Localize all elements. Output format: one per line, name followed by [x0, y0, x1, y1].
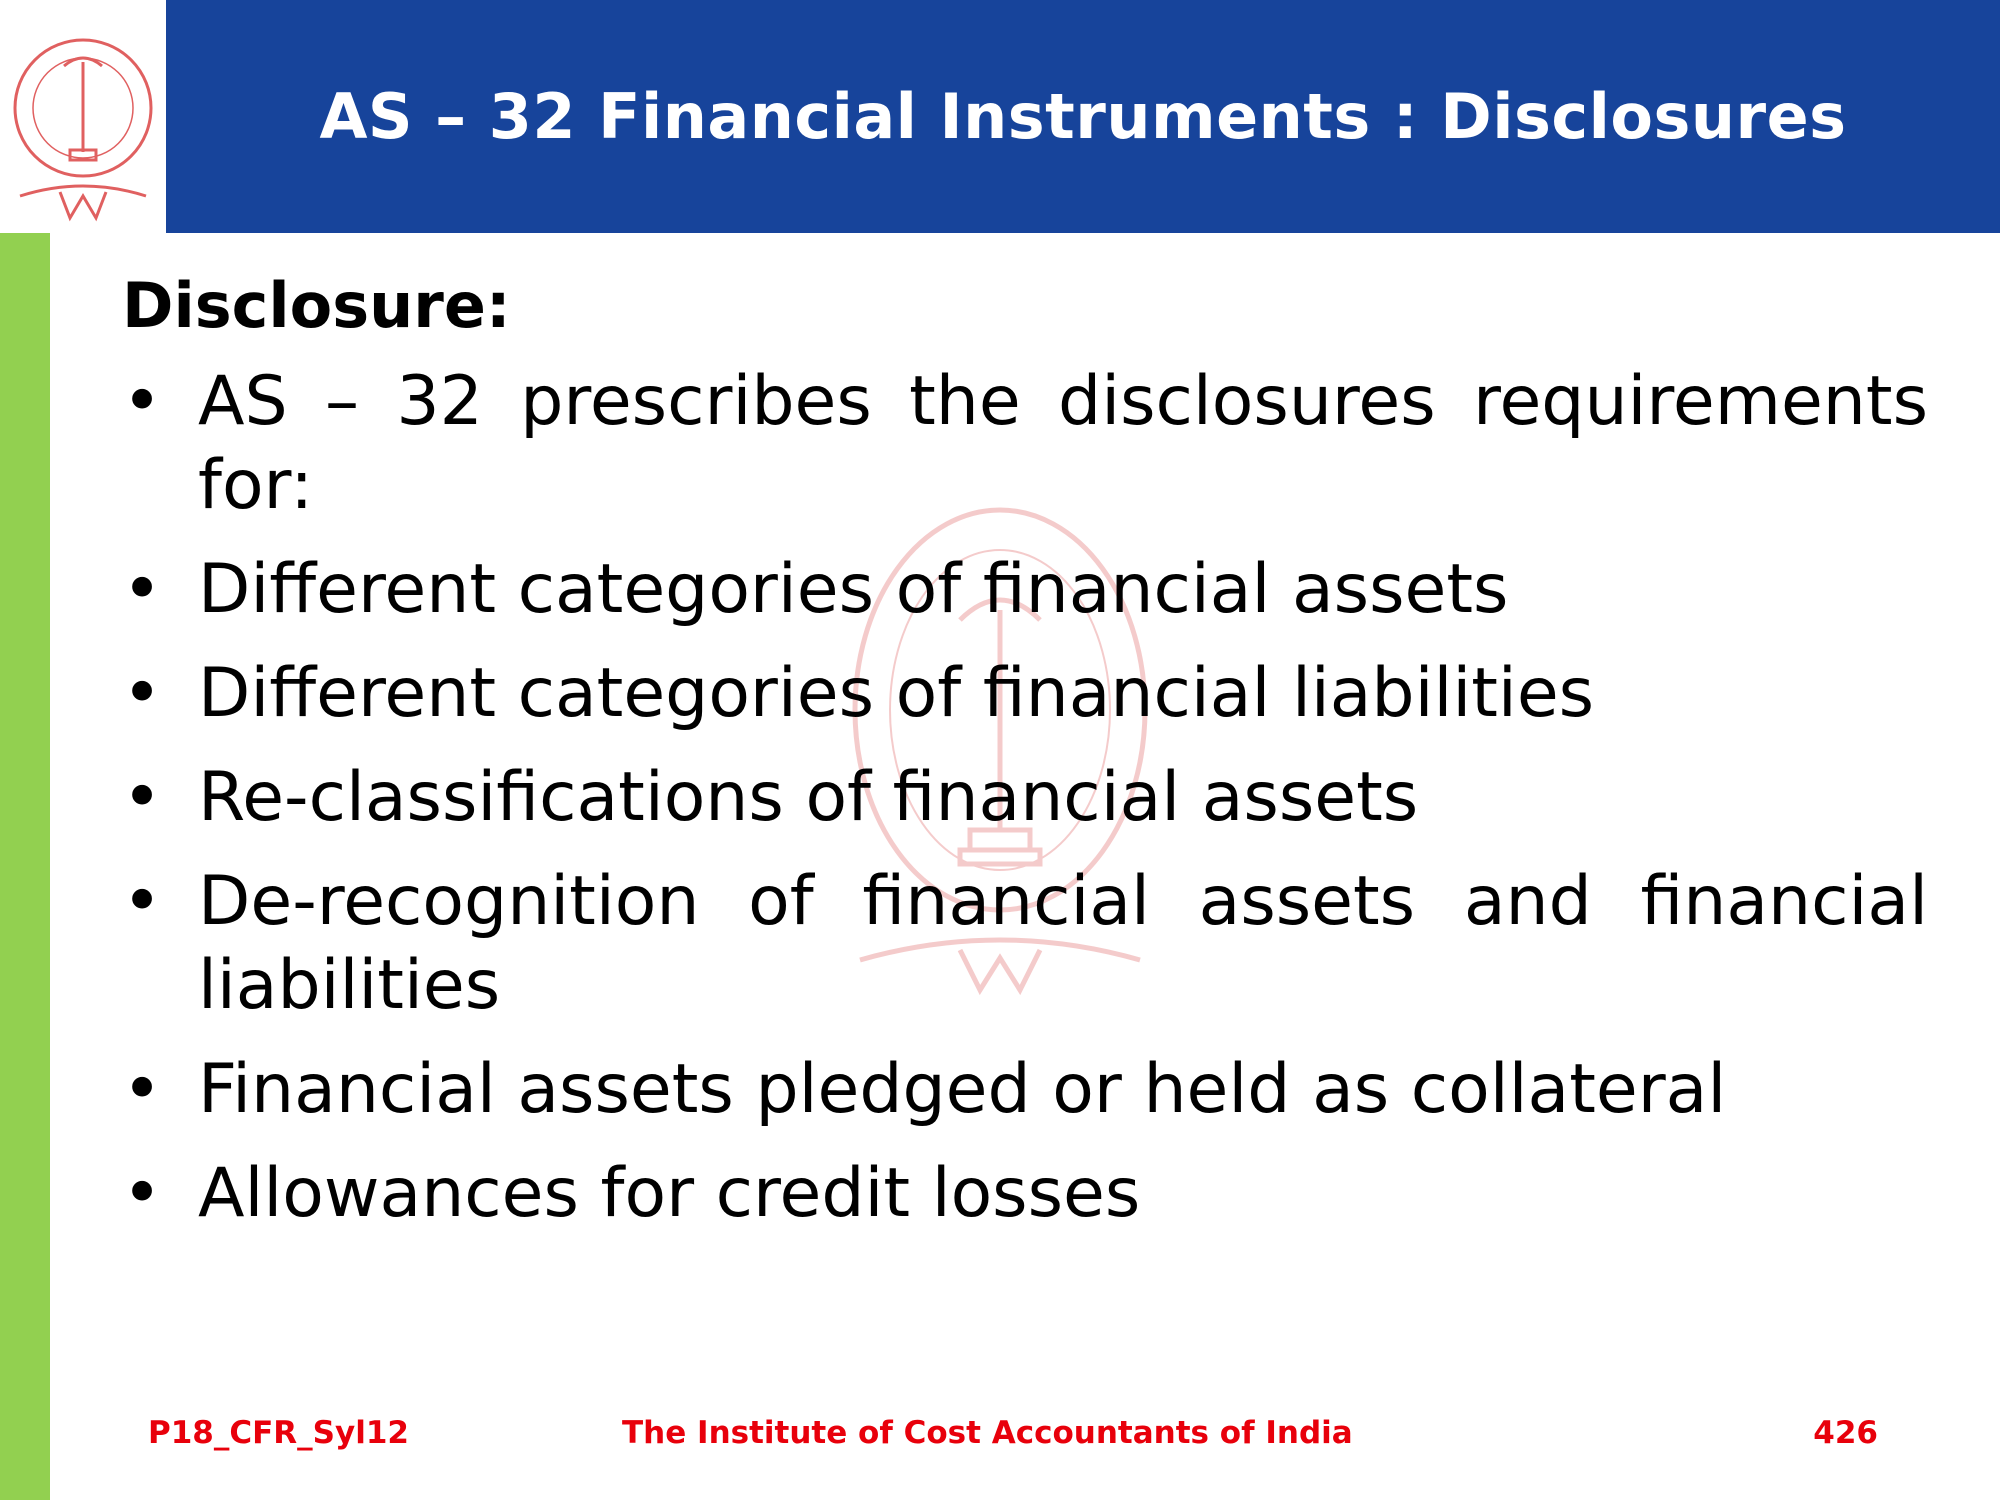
list-item-text: De-recognition of financial assets and financial liabilities: [198, 862, 1928, 1025]
slide-content: [122, 262, 1928, 1256]
footer-course-code: P18_CFR_Syl12: [148, 1415, 409, 1451]
institute-seal-icon: [0, 0, 166, 233]
list-item: [122, 1048, 1928, 1132]
list-item-text: Different categories of financial assets: [198, 550, 1509, 629]
bullet-list: [122, 360, 1928, 1236]
list-item: [122, 360, 1928, 528]
bullet-icon: •: [122, 862, 163, 941]
side-accent-bar: [0, 233, 50, 1500]
bullet-icon: •: [122, 550, 163, 629]
list-item: [122, 652, 1928, 736]
bullet-icon: •: [122, 758, 163, 837]
list-item: [122, 1152, 1928, 1236]
list-item: [122, 548, 1928, 632]
list-item-text: Re-classifications of financial assets: [198, 758, 1419, 837]
list-item: [122, 756, 1928, 840]
list-item: [122, 860, 1928, 1028]
list-item-text: AS – 32 prescribes the disclosures requirements for:: [198, 362, 1928, 525]
list-item-text: Allowances for credit losses: [198, 1154, 1141, 1233]
footer-page-number: 426: [1813, 1415, 1878, 1451]
header-bar: [166, 0, 2000, 233]
bullet-icon: •: [122, 362, 163, 441]
list-item-text: Financial assets pledged or held as collateral: [198, 1050, 1727, 1129]
footer-institute-name: The Institute of Cost Accountants of India: [622, 1415, 1353, 1451]
bullet-icon: •: [122, 654, 163, 733]
bullet-icon: •: [122, 1050, 163, 1129]
list-item-text: Different categories of financial liabilities: [198, 654, 1595, 733]
slide-title: AS – 32 Financial Instruments : Disclosures: [319, 80, 1847, 153]
section-heading: Disclosure:: [122, 269, 511, 342]
logo: [0, 0, 166, 233]
bullet-icon: •: [122, 1154, 163, 1233]
